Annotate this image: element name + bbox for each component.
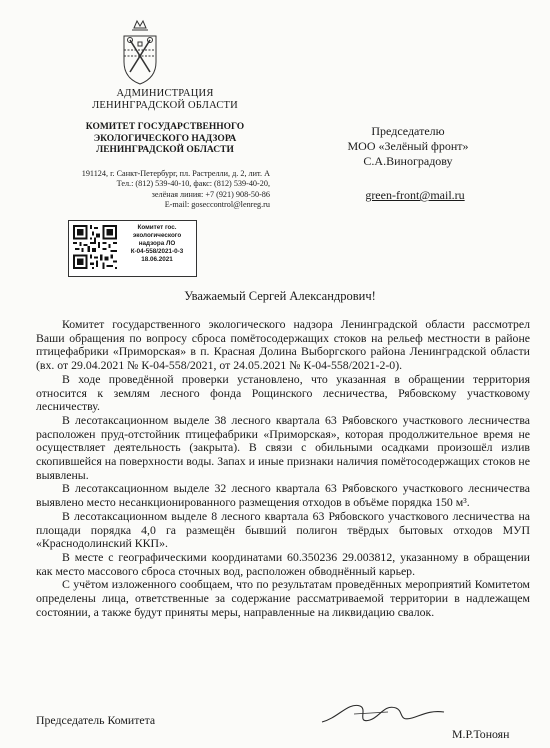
stamp-text (121, 224, 193, 264)
sender-committee (55, 122, 275, 157)
email-label: E-mail: (164, 200, 190, 210)
paragraph-3: В лесотаксационном выделе 38 лесного квартала 63 Рябовского участкового лесничества расположен пруд-отстойник птицефабрики «Приморская», которая продолжительное время не осуществляет деятельность (закрыта). В связи с обильными осадками произошёл излив скопившейся на поверхности воды. Запах и иные признаки наличия помётосодержащих стоков не выявлены. (36, 412, 530, 482)
sender-organization (50, 88, 280, 112)
signer-name: М.Р.Тоноян (452, 727, 510, 741)
signer-position: Председатель Комитета (36, 713, 156, 727)
paragraph-1: Комитет государственного экологического надзора Ленинградской области рассмотрел Ваши обращения по вопросу сброса помётосодержащих стоков на рельеф местности в районе птицефабрики «Приморская» в п. Красная Долина Выборгского района Ленинградской области (вх. от 29.04.2021 № К-04-558/2021, от 24.05.2021 № К-04-558/2021-2-0). (36, 317, 530, 373)
registration-stamp (68, 220, 197, 277)
recipient-block (318, 124, 498, 169)
committee-line-3: ЛЕНИНГРАДСКОЙ ОБЛАСТИ (96, 145, 234, 155)
address: 191124, г. Санкт-Петербург, пл. Растрелли, д. 2, лит. А (81, 169, 270, 178)
stamp-date: 18.06.2021 (141, 256, 173, 263)
stamp-line-1: Комитет гос. (137, 224, 177, 231)
org-line-1: АДМИНИСТРАЦИЯ (116, 88, 214, 99)
paragraph-7: С учётом изложенного сообщаем, что по результатам проведённых мероприятий Комитетом определены лица, ответственные за содержание рассматриваемой территории в надлежащем состоянии, а также будут приняты меры, направленные на ликвидацию свалок. (36, 577, 530, 619)
recipient-line-1: Председателю (371, 124, 445, 138)
committee-line-2: ЭКОЛОГИЧЕСКОГО НАДЗОРА (93, 133, 237, 144)
email-line (55, 200, 270, 210)
recipient-line-2: МОО «Зелёный фронт» (347, 139, 469, 153)
committee-line-1: КОМИТЕТ ГОСУДАРСТВЕННОГО (85, 122, 245, 132)
paragraph-5: В лесотаксационном выделе 8 лесного квартала 63 Рябовского участкового лесничества на площади порядка 4,0 га размещён бывший полигон твёрдых бытовых отходов МУП «Краснодолинский ККП». (36, 508, 530, 551)
sender-email-link[interactable]: goseccontrol@lenreg.ru (191, 200, 270, 210)
recipient-line-3: С.А.Виноградову (363, 154, 453, 168)
recipient-email-link[interactable]: green-front@mail.ru (365, 188, 465, 202)
org-line-2: ЛЕНИНГРАДСКОЙ ОБЛАСТИ (92, 100, 238, 111)
coat-of-arms-icon (118, 18, 162, 88)
stamp-line-2: экологического (132, 232, 182, 239)
qr-code-icon (73, 225, 117, 269)
letter-body (36, 318, 530, 619)
paragraph-2: В ходе проведённой проверки установлено, что указанная в обращении территория относится к землям лесного фонда Рощинского лесничества, Рябовскому участковому лесничеству. (36, 371, 530, 414)
signature-icon (318, 692, 448, 730)
greeting: Уважаемый Сергей Александрович! (184, 289, 376, 303)
stamp-number: К-04-558/2021-0-3 (130, 248, 184, 255)
paragraph-4: В лесотаксационном выделе 32 лесного квартала 63 Рябовского участкового лесничества выявлено место несанкционированного размещения отходов в объёме порядка 150 м³. (36, 481, 530, 510)
paragraph-6: В месте с географическими координатами 60.350236 29.003812, указанному в обращении как место массового сброса сточных вод, расположен обводнённый карьер. (36, 549, 530, 578)
phones: Тел.: (812) 539-40-10, факс: (812) 539-40-20, (116, 179, 270, 189)
hotline: зелёная линия: +7 (921) 908-50-86 (151, 189, 270, 199)
stamp-line-3: надзора ЛО (138, 240, 176, 247)
sender-contacts (55, 169, 270, 211)
